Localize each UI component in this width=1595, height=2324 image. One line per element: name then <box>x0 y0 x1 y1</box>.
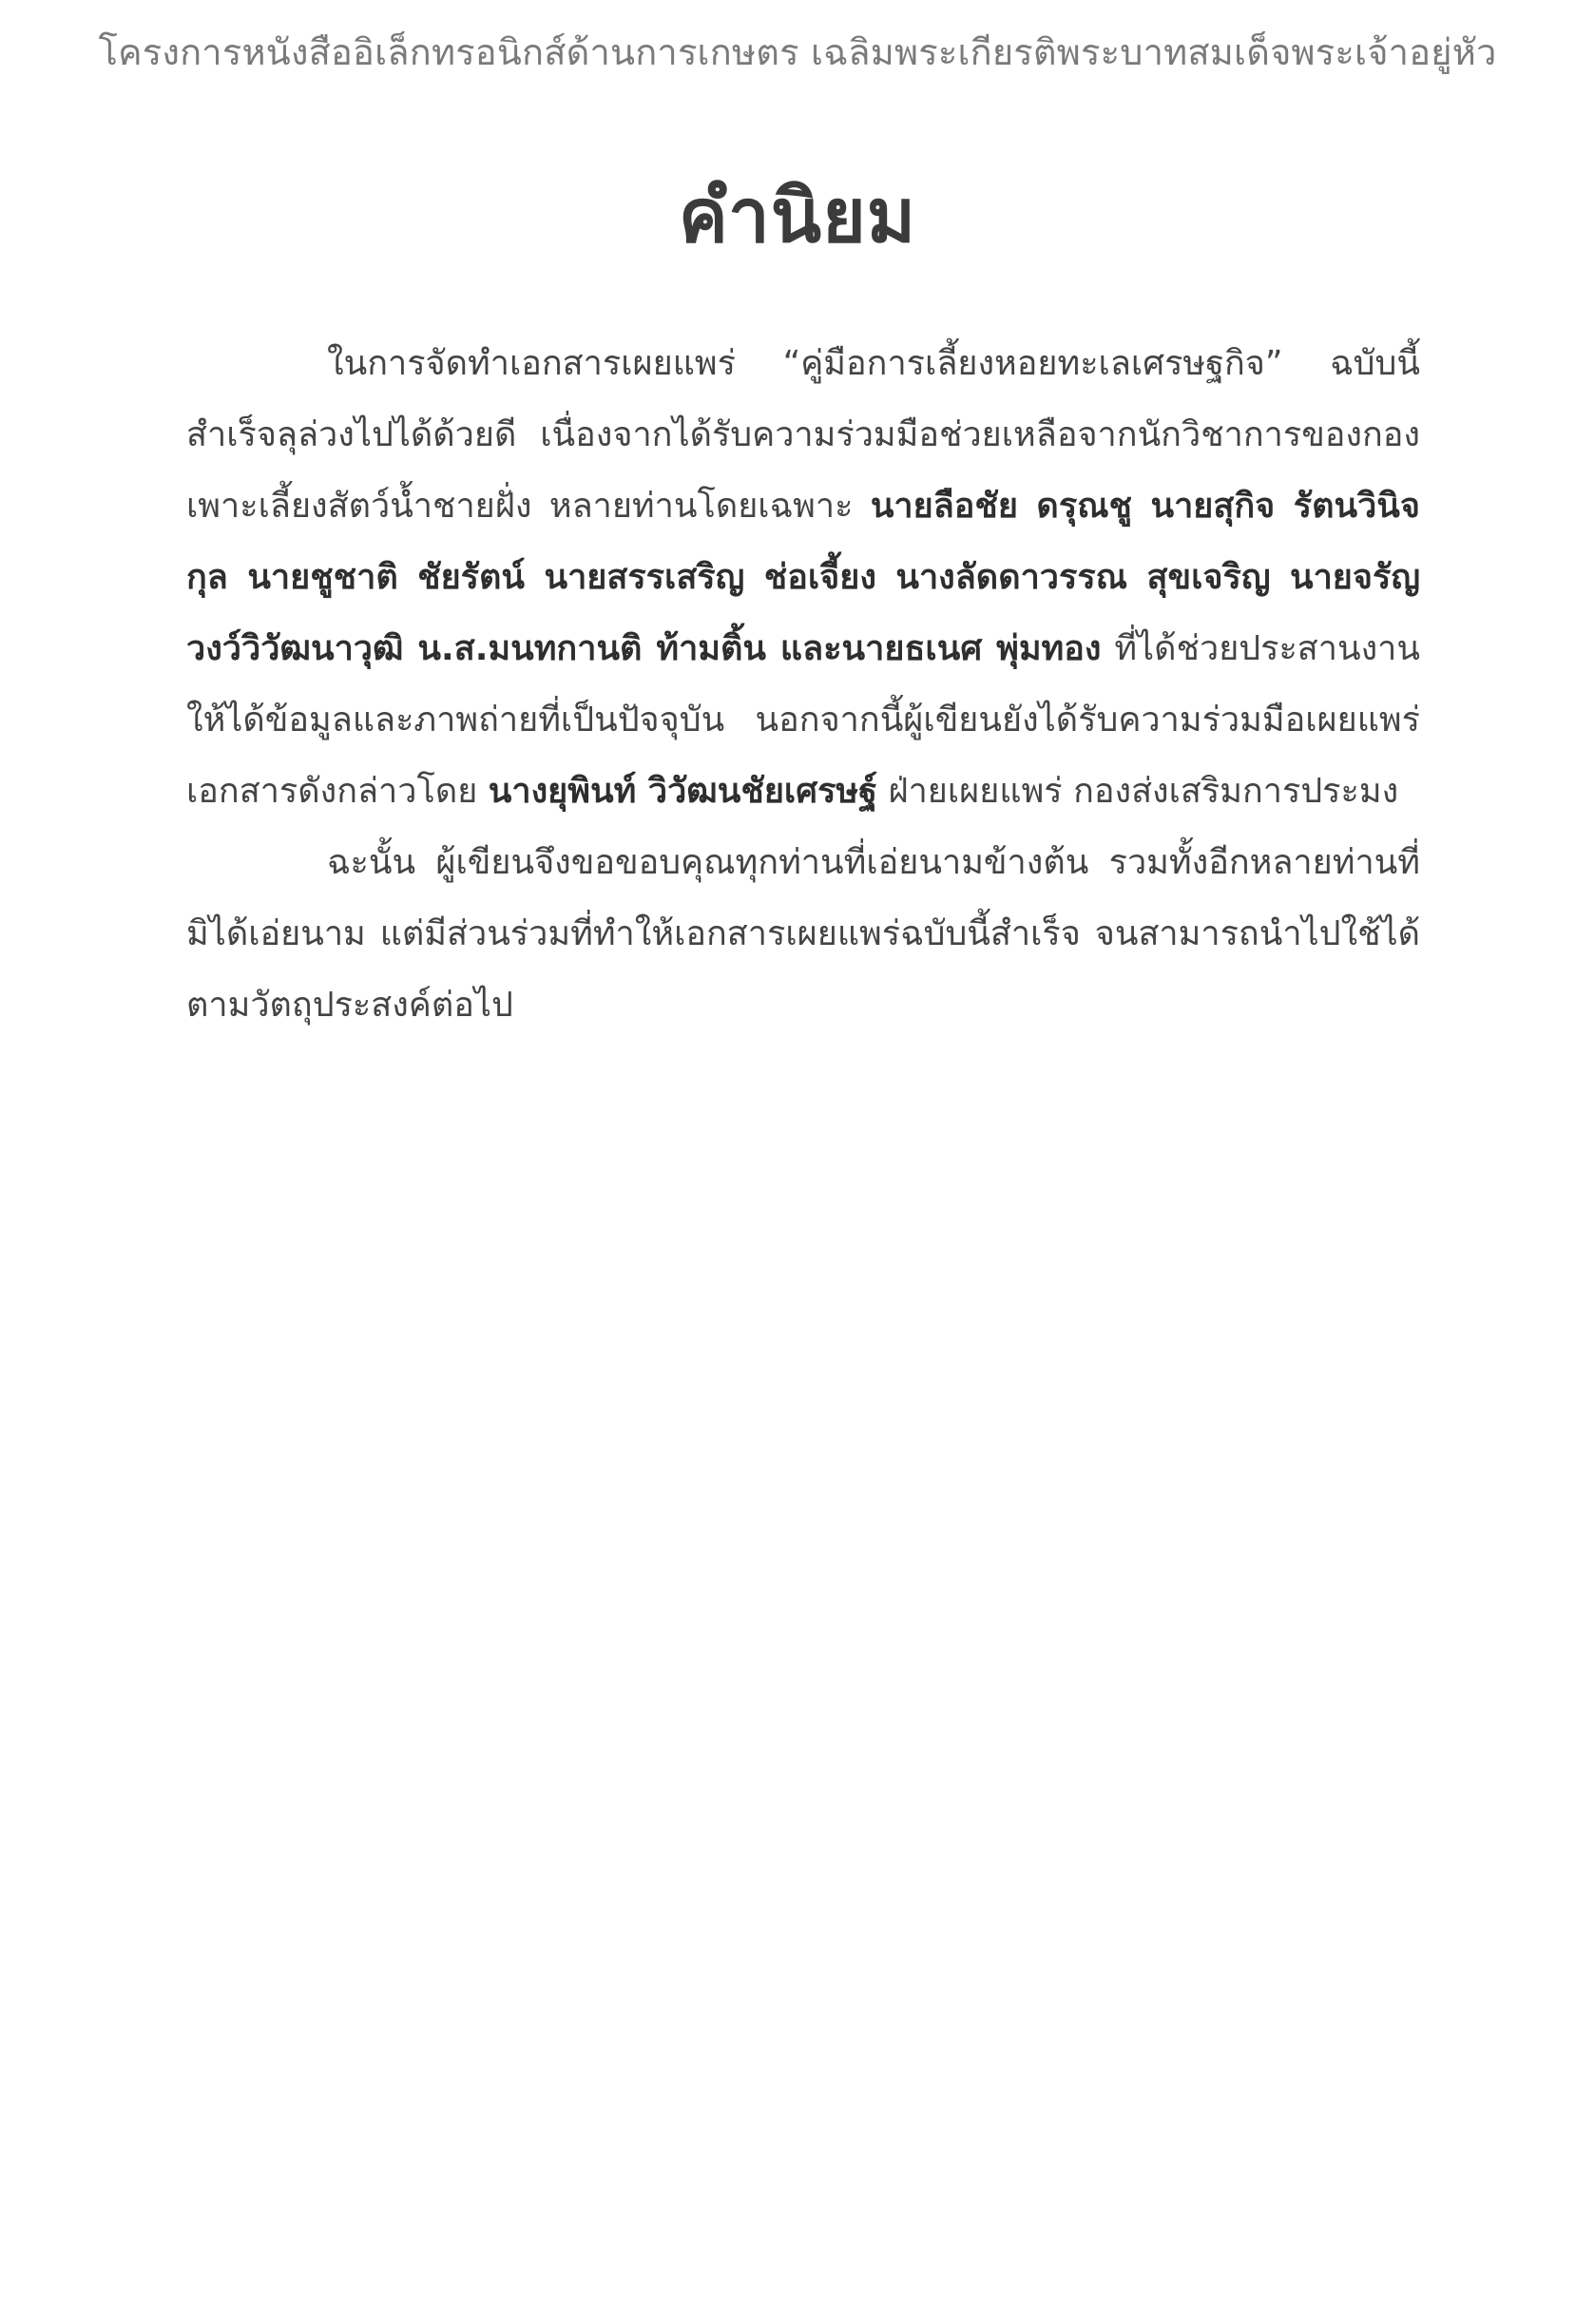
running-header: โครงการหนังสืออิเล็กทรอนิกส์ด้านการเกษตร เฉลิมพระเกียรติพระบาทสมเด็จพระเจ้าอยู่หัว <box>98 31 1497 73</box>
bold-names-contributors: นายลือชัย ดรุณชู นายสุกิจ รัตนวินิจกุล นายชูชาติ ชัยรัตน์ นายสรรเสริญ ช่อเจี้ยง นางลัดดาวรรณ สุขเจริญ นายจรัญ วงว์วิวัฒนาวุฒิ น.ส.มนทกานติ ท้ามติ้น และนายธเนศ พุ่มทอง <box>186 487 1420 668</box>
bold-name-publisher: นางยุพินท์ วิวัฒนชัยเศรษฐ์ <box>488 772 878 811</box>
paragraph-acknowledgement <box>186 328 1420 827</box>
body-text <box>186 328 1420 1041</box>
paragraph-text-part-2: ที่ได้ช่วยประสานงานให้ได้ข้อมูลและภาพถ่ายที่เป็นปัจจุบัน นอกจากนี้ผู้เขียนยังได้รับความร่วมมือเผยแพร่เอกสารดังกล่าวโดย <box>186 629 1421 811</box>
paragraph-text-part-3: ฝ่ายเผยแพร่ กองส่งเสริมการประมง <box>877 772 1399 811</box>
paragraph-text-part-1: ในการจัดทำเอกสารเผยแพร่ “คู่มือการเลี้ยงหอยทะเลเศรษฐกิจ” ฉบับนี้สำเร็จลุล่วงไปได้ด้วยดี เนื่องจากได้รับความร่วมมือช่วยเหลือจากนักวิชาการของกองเพาะเลี้ยงสัตว์น้ำชายฝั่ง หลายท่านโดยเฉพาะ <box>186 344 1420 526</box>
page-title: คำนิยม <box>678 174 917 259</box>
paragraph-thanks: ฉะนั้น ผู้เขียนจึงขอขอบคุณทุกท่านที่เอ่ยนามข้างต้น รวมทั้งอีกหลายท่านที่มิได้เอ่ยนาม แต่มีส่วนร่วมที่ทำให้เอกสารเผยแพร่ฉบับนี้สำเร็จ จนสามารถนำไปใช้ได้ตามวัตถุประสงค์ต่อไป <box>186 843 1420 1025</box>
